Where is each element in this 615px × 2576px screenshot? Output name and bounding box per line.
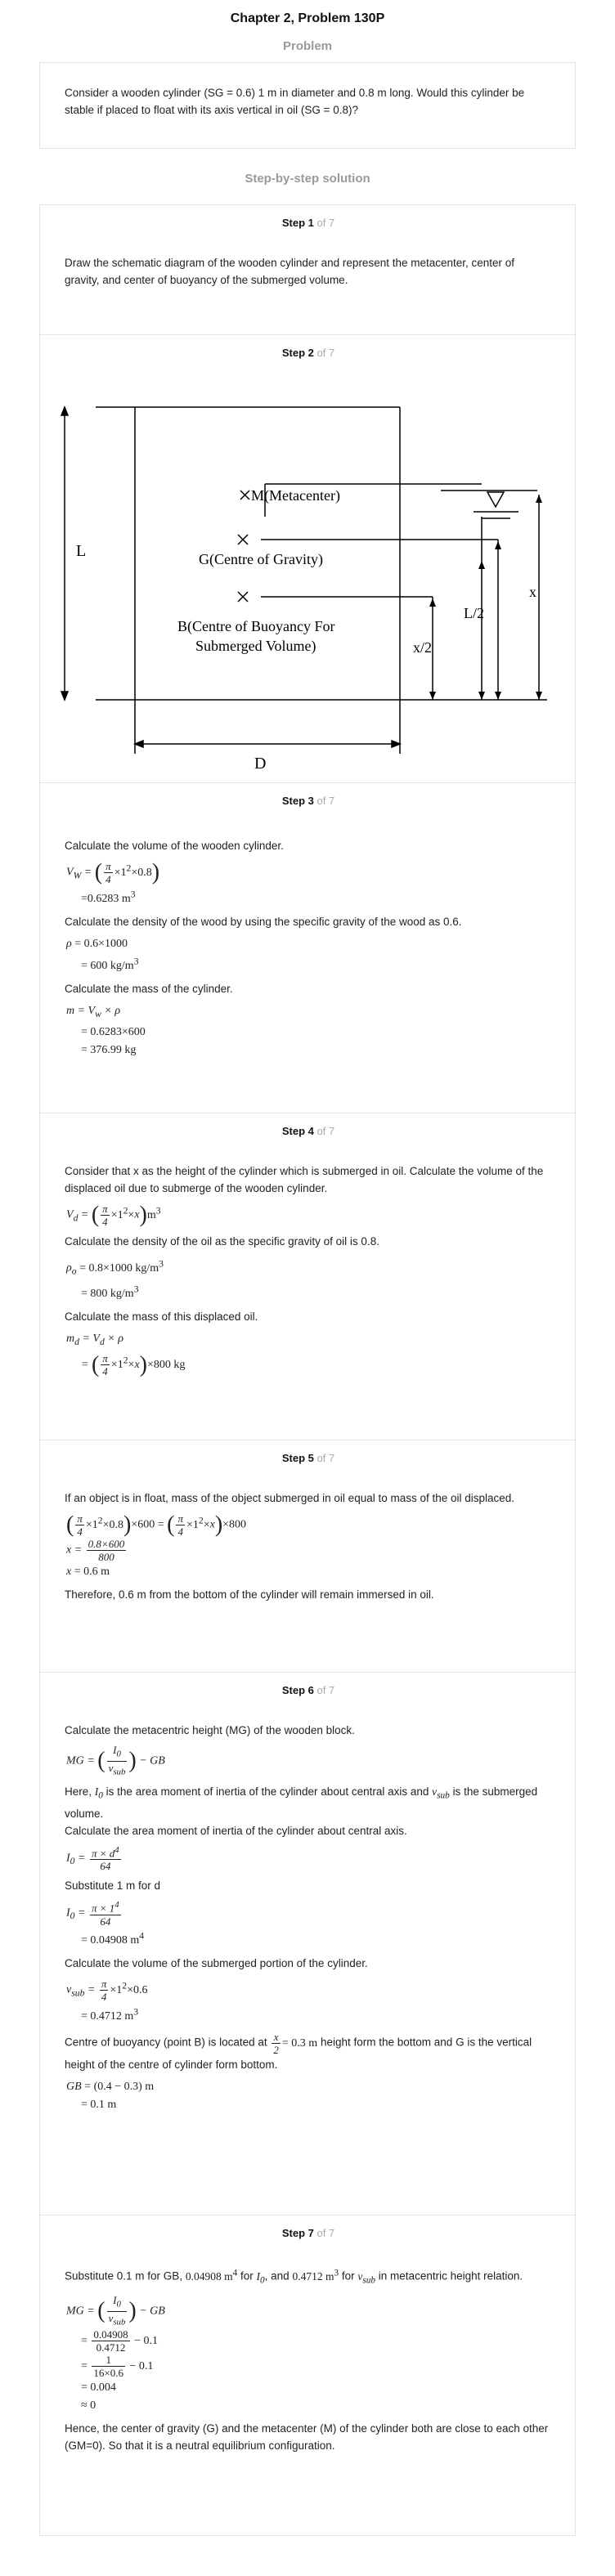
step-4-text-3: Calculate the mass of this displaced oil. <box>65 1310 258 1324</box>
label-D: D <box>254 755 267 768</box>
step-4-header: Step 4 of 7 <box>281 1125 335 1137</box>
step-7 <box>40 2215 575 2535</box>
step-3 <box>40 782 575 1113</box>
step-4-eq-mass: $m_d = V_d \times \rho$ = ( $\frac{\pi}{4}$ $\times 1^2\times x)\times 800$ kg <box>66 1333 186 1378</box>
step-3-eq-density: ρ = 0.6×1000 = 600 $kg/m^3$ <box>66 937 139 973</box>
step-6-text-1: Calculate the metacentric height (MG) of the wooden block. <box>65 1724 355 1736</box>
step-6-text-6: Centre of buoyancy (point B) is located at $\frac{x}{2}$ = 0.3 m height form the bottom and G is the vertical height of the centre of cylinder form bottom. <box>65 2030 532 2071</box>
step-6-header: Step 6 of 7 <box>281 1684 335 1696</box>
step-3-eq-mass: $m = V_w \times \rho$ = 0.6283×600 = 376.99 kg <box>66 1005 146 1057</box>
step-7-text-2: Hence, the center of gravity (G) and the metacenter (M) of the cylinder both are close to each other (GM=0). So that it is a neutral equilibrium configuration. <box>65 2422 549 2453</box>
problem-card <box>39 62 576 149</box>
step-5 <box>40 1440 575 1672</box>
step-4 <box>40 1113 575 1440</box>
step-6-text-3: Calculate the area moment of inertia of the cylinder about central axis. <box>65 1824 407 1837</box>
step-7-text-1: Substitute 0.1 m for GB, 0.04908 $m^4$ for $I_0$, and 0.4712 $m^3$ for $v_{sub}$ in metacentric height relation. <box>65 2268 523 2286</box>
step-1 <box>40 205 575 334</box>
step-4-text-2: Calculate the density of the oil as the specific gravity of oil is 0.8. <box>65 1234 379 1248</box>
step-3-text-2: Calculate the density of the wood by using the specific gravity of the wood as 0.6. <box>65 915 462 928</box>
step-1-header: Step 1 of 7 <box>281 217 335 229</box>
step-6-eq-gb: GB = (0.4 − 0.3) m = 0.1 m <box>66 2080 155 2111</box>
label-L: L <box>76 542 87 560</box>
label-metacenter: M(Metacenter) <box>251 487 340 504</box>
step-6-eq-inertia-sub: $I_0$ = $\frac{\pi \times 1^4}{64}$ = 0.04908 $m^4$ <box>66 1900 145 1947</box>
step-3-text-3: Calculate the mass of the cylinder. <box>65 983 233 996</box>
step-3-header: Step 3 of 7 <box>281 795 335 807</box>
step-4-eq-volume: $V_d$ = ( $\frac{\pi}{4}$ $\times 1^2\times x)m^3$ <box>66 1202 161 1228</box>
step-5-text-2: Therefore, 0.6 m from the bottom of the cylinder will remain immersed in oil. <box>65 1588 434 1601</box>
step-3-eq-volume: $V_W$ = ( $\frac{\pi}{4}$ $\times 1^2\times 0.8$) =0.6283 $m^3$ <box>66 859 160 905</box>
step-4-text-1: Consider that x as the height of the cylinder which is submerged in oil. Calculate the volume of the displaced oil due to submerge of the wooden cylinder. <box>65 1165 544 1194</box>
step-5-text-1: If an object is in float, mass of the object submerged in oil equal to mass of the oil displaced. <box>65 1492 515 1504</box>
step-5-header: Step 5 of 7 <box>281 1452 335 1464</box>
problem-text: Consider a wooden cylinder (SG = 0.6) 1 m in diameter and 0.8 m long. Would this cylinder be stable if placed to float with its axis vertical in oil (SG = 0.8)? <box>65 87 525 116</box>
step-6-eq-mg: MG = ( $\frac{I_0}{v_{sub}}$ ) − GB <box>66 1744 165 1777</box>
steps-container <box>39 204 576 2536</box>
step-7-header: Step 7 of 7 <box>281 2227 335 2239</box>
step-2-header: Step 2 of 7 <box>281 347 335 359</box>
step-3-text-1: Calculate the volume of the wooden cylinder. <box>65 840 284 852</box>
label-L-half: L/2 <box>464 605 484 621</box>
step-6-eq-vsub: $v_{sub}$ = $\frac{\pi}{4}$ $\times 1^2\times 0.6$ = 0.4712 $m^3$ <box>66 1978 148 2023</box>
label-x: x <box>529 584 536 600</box>
step-6-eq-inertia: $I_0$ = $\frac{\pi \times d^4}{64}$ <box>66 1844 119 1873</box>
step-6-text-5: Calculate the volume of the submerged portion of the cylinder. <box>65 1957 368 1970</box>
step-6-text-4: Substitute 1 m for d <box>65 1879 161 1893</box>
step-1-text: Draw the schematic diagram of the wooden cylinder and represent the metacenter, center of gravity, and center of buoyancy of the submerged volume. <box>65 257 515 286</box>
step-6-text-2: Here, $I_0$ is the area moment of inertia of the cylinder about central axis and $v_{sub}$ is the submerged volume. <box>65 1785 538 1820</box>
step-6 <box>40 1672 575 2215</box>
step-4-eq-density: $\rho_o = 0.8\times 1000$ $kg/m^3$ = 800 $kg/m^3$ <box>66 1257 164 1301</box>
label-buoyancy-2: Submerged Volume) <box>195 638 316 654</box>
step-7-eq: MG = ( $\frac{I_0}{v_{sub}}$ ) − GB = $\frac{0.04908}{0.4712}$ − 0.1 = $\frac{1}{16\times 0.6}$ − 0.1 = 0.004 ≈ 0 <box>66 2294 165 2412</box>
solution-heading: Step-by-step solution <box>245 172 370 186</box>
label-buoyancy-1: B(Centre of Buoyancy For <box>177 618 335 634</box>
label-x-half: x/2 <box>413 639 433 656</box>
schematic-diagram <box>56 368 547 768</box>
step-2 <box>40 334 575 782</box>
step-5-eq: ( $\frac{\pi}{4}$ $\times 1^2\times 0.8)\times 600$ = ( $\frac{\pi}{4}$ $\times 1^2\times x)\times 800$ x = $\frac{0.8\times 600}{800}$ x = 0.6 m <box>66 1512 247 1578</box>
page-title: Chapter 2, Problem 130P <box>230 11 385 25</box>
label-gravity: G(Centre of Gravity) <box>199 551 323 567</box>
problem-heading: Problem <box>282 39 332 53</box>
